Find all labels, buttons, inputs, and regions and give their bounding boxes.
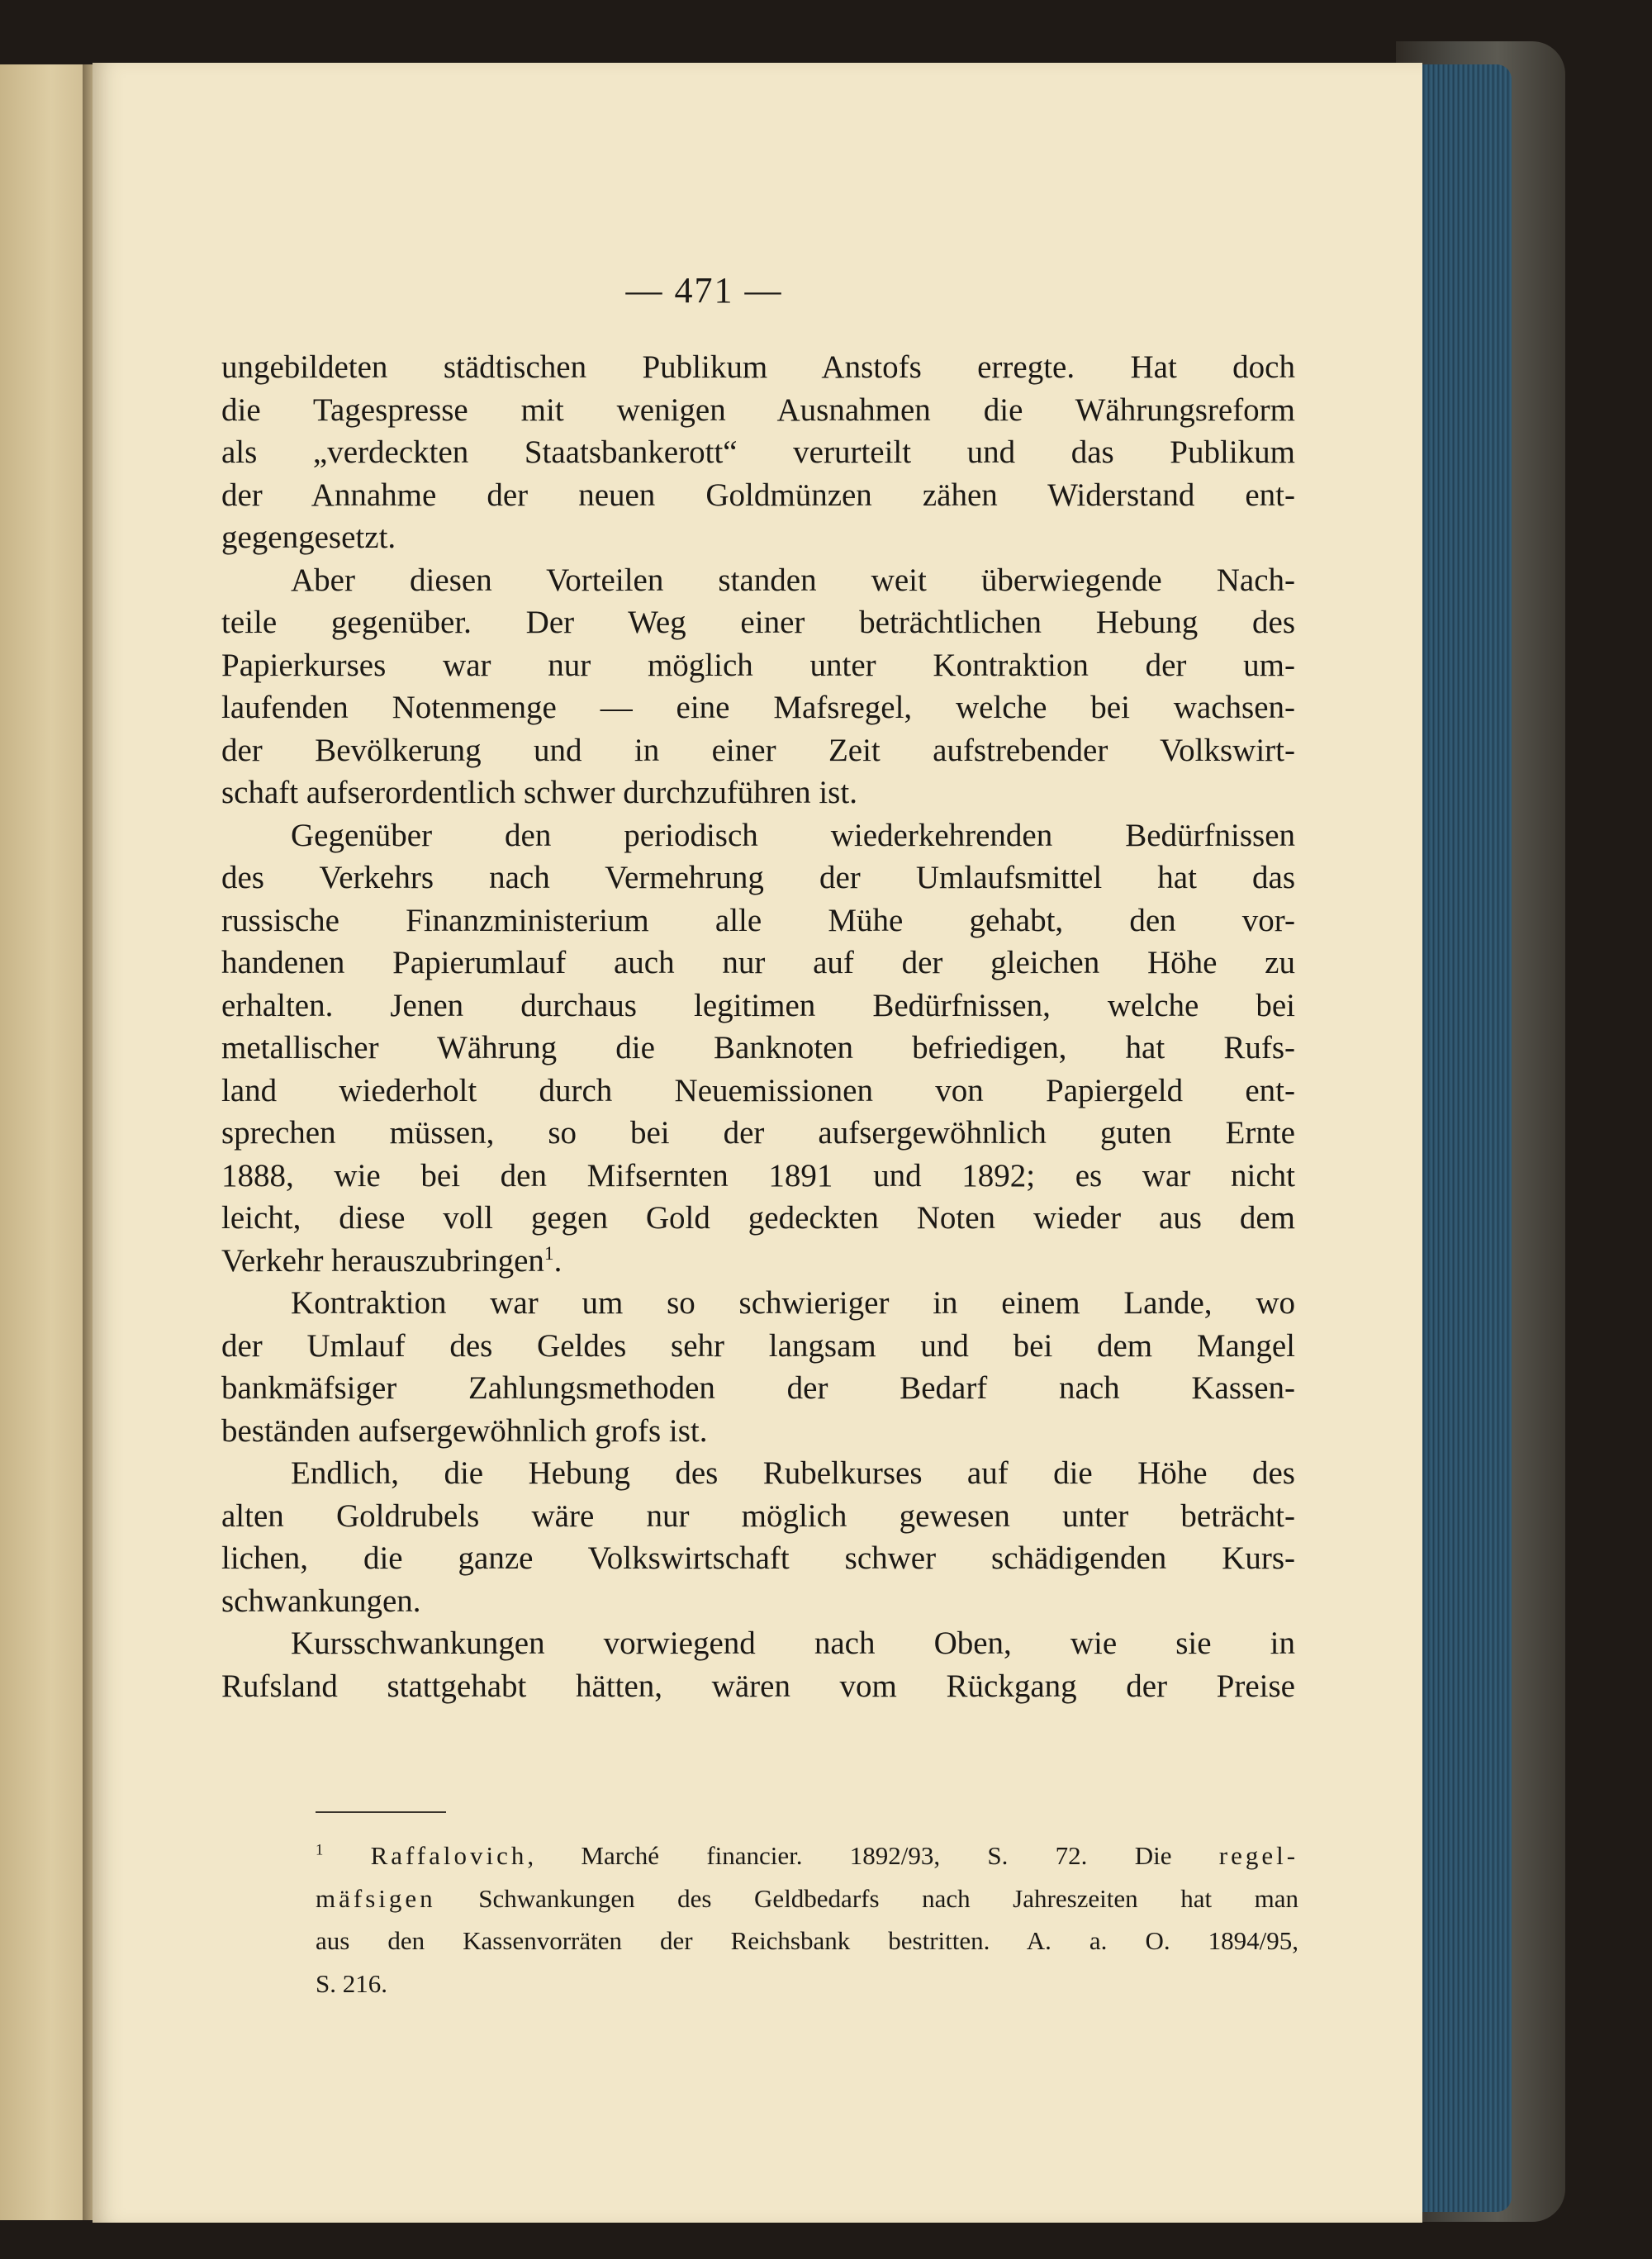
- text-line: [221, 559, 1295, 602]
- text-line: [221, 1112, 1295, 1155]
- text-line: [221, 474, 1295, 517]
- text-line-content: laufenden Notenmenge — eine Mafsregel, welche bei wachsen-: [221, 690, 1295, 725]
- text-line: [221, 1665, 1295, 1708]
- text-line: [221, 1240, 1295, 1283]
- text-line: [221, 1410, 1295, 1453]
- text-line: [221, 814, 1295, 857]
- text-line: [221, 942, 1295, 985]
- text-line-content: teile gegenüber. Der Weg einer beträchtlichen Hebung des: [221, 605, 1295, 640]
- text-line: [221, 601, 1295, 644]
- body-text: [221, 346, 1295, 1707]
- text-line-content: handenen Papierumlauf auch nur auf der gleichen Höhe zu: [221, 945, 1295, 980]
- text-line: [221, 985, 1295, 1027]
- text-line: [221, 1282, 1295, 1325]
- text-line: [221, 516, 1295, 559]
- text-line-content: gegengesetzt.: [221, 520, 396, 555]
- text-line-content: land wiederholt durch Neuemissionen von Papiergeld ent-: [221, 1072, 1295, 1108]
- text-line: [221, 686, 1295, 729]
- text-line-content: 1888, wie bei den Mifsernten 1891 und 1892; es war nicht: [221, 1157, 1295, 1194]
- text-line: [221, 1495, 1295, 1538]
- text-line: [221, 1622, 1295, 1665]
- footnote-spaced-2: mäfsigen: [316, 1883, 436, 1913]
- text-line-content: erhalten. Jenen durchaus legitimen Bedürfnissen, welche bei: [221, 987, 1295, 1023]
- text-line-content: der Bevölkerung und in einer Zeit aufstrebender Volkswirt-: [221, 732, 1295, 768]
- text-line-content: bankmäfsiger Zahlungsmethoden der Bedarf nach Kassen-: [221, 1370, 1295, 1406]
- text-line-content: sprechen müssen, so bei der aufsergewöhnlich guten Ernte: [221, 1115, 1295, 1151]
- footnote-author: Raffalovich: [370, 1841, 528, 1870]
- text-line-content: die Tagespresse mit wenigen Ausnahmen die Währungsreform: [221, 392, 1295, 428]
- text-line-content: schaft aufserordentlich schwer durchzuführen ist.: [221, 775, 857, 810]
- text-line-content: Verkehr herauszubringen: [221, 1242, 544, 1279]
- footnote-line-2: [316, 1880, 1298, 1923]
- text-line: [221, 1027, 1295, 1070]
- text-line: [221, 346, 1295, 389]
- text-line-content: als „verdeckten Staatsbankerott“ verurteilt und das Publikum: [221, 434, 1295, 470]
- book-page: [93, 63, 1422, 2223]
- footnote-line-4: S. 216.: [316, 1968, 387, 1998]
- text-line-content: Aber diesen Vorteilen standen weit überwiegende Nach-: [291, 562, 1295, 598]
- text-line: [221, 644, 1295, 687]
- text-line-content: alten Goldrubels wäre nur möglich gewesen unter beträcht-: [221, 1497, 1295, 1534]
- previous-page-edge: [0, 64, 93, 2220]
- text-line: [221, 1452, 1295, 1495]
- text-line: [221, 1070, 1295, 1113]
- text-line: [221, 771, 1295, 814]
- footnote: [316, 1837, 1298, 2002]
- text-line: [221, 1155, 1295, 1198]
- footnote-marker: 1: [316, 1841, 324, 1859]
- text-line-tail: .: [553, 1242, 563, 1279]
- text-line: [221, 389, 1295, 432]
- text-line-content: ungebildeten städtischen Publikum Anstofs erregte. Hat doch: [221, 349, 1295, 385]
- text-line-content: Rufsland stattgehabt hätten, wären vom Rückgang der Preise: [221, 1668, 1295, 1704]
- footnote-text-1: , Marché financier. 1892/93, S. 72. Die: [527, 1841, 1172, 1870]
- text-line-content: leicht, diese voll gegen Gold gedeckten Noten wieder aus dem: [221, 1200, 1295, 1236]
- page-number: — 471 —: [625, 270, 783, 311]
- text-line: [221, 431, 1295, 474]
- text-line: [221, 1325, 1295, 1368]
- text-line-content: schwankungen.: [221, 1583, 421, 1619]
- text-line: [221, 729, 1295, 772]
- text-line-content: Kontraktion war um so schwieriger in einem Lande, wo: [291, 1285, 1295, 1321]
- text-line: [221, 1580, 1295, 1623]
- footnote-spaced-1: regel-: [1218, 1841, 1298, 1870]
- footnote-rule: [316, 1811, 446, 1813]
- text-line: [221, 1367, 1295, 1410]
- text-line: [221, 857, 1295, 899]
- text-line: [221, 899, 1295, 942]
- text-line: [221, 1197, 1295, 1240]
- footnote-reference: 1: [544, 1242, 554, 1265]
- text-line-content: der Umlauf des Geldes sehr langsam und bei dem Mangel: [221, 1327, 1295, 1364]
- text-line-content: Endlich, die Hebung des Rubelkurses auf die Höhe des: [291, 1455, 1295, 1491]
- text-line-content: beständen aufsergewöhnlich grofs ist.: [221, 1412, 708, 1449]
- text-line-content: des Verkehrs nach Vermehrung der Umlaufsmittel hat das: [221, 860, 1295, 895]
- page-block-edges: [1414, 64, 1512, 2212]
- text-line-content: lichen, die ganze Volkswirtschaft schwer schädigenden Kurs-: [221, 1540, 1295, 1576]
- text-line-content: russische Finanzministerium alle Mühe gehabt, den vor-: [221, 902, 1295, 938]
- footnote-text-2: Schwankungen des Geldbedarfs nach Jahreszeiten hat man: [435, 1883, 1298, 1913]
- text-line: [221, 1537, 1295, 1580]
- text-line-content: Gegenüber den periodisch wiederkehrenden Bedürfnissen: [291, 817, 1295, 853]
- text-line-content: der Annahme der neuen Goldmünzen zähen Widerstand ent-: [221, 477, 1295, 513]
- footnote-line-3: aus den Kassenvorräten der Reichsbank bestritten. A. a. O. 1894/95,: [316, 1926, 1298, 1955]
- text-line-content: metallischer Währung die Banknoten befriedigen, hat Rufs-: [221, 1030, 1295, 1065]
- footnote-line-1: [316, 1837, 1298, 1880]
- text-line-content: Papierkurses war nur möglich unter Kontraktion der um-: [221, 647, 1295, 683]
- text-line-content: Kursschwankungen vorwiegend nach Oben, wie sie in: [291, 1625, 1295, 1661]
